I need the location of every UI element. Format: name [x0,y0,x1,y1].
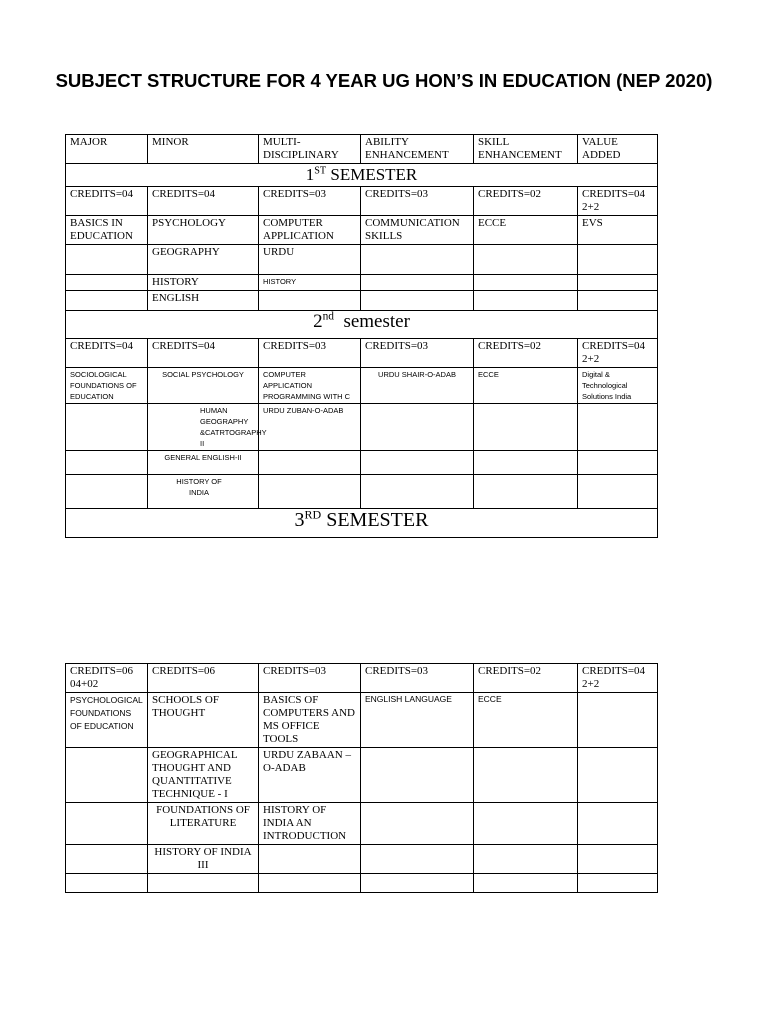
table-row [66,275,658,291]
subject-cell: BASICS OF COMPUTERS AND MS OFFICE TOOLS [259,693,361,748]
header-value-added: VALUE ADDED [578,135,658,164]
credits-cell: CREDITS=04 [148,339,259,368]
subject-cell: GEOGRAPHICAL THOUGHT AND QUANTITATIVE TECHNIQUE - I [148,748,259,803]
credits-cell: CREDITS=06 04+02 [66,664,148,693]
credits-cell: CREDITS=04 2+2 [578,664,658,693]
semester-3-credits-row [66,664,658,693]
subject-cell: ECCE [474,216,578,245]
page-title: SUBJECT STRUCTURE FOR 4 YEAR UG HON’S IN EDUCATION (NEP 2020) [55,70,713,91]
subject-cell: URDU SHAIR-O-ADAB [361,368,474,404]
subject-cell: ENGLISH [148,291,259,311]
credits-cell: CREDITS=02 [474,187,578,216]
subject-cell: SOCIOLOGICAL FOUNDATIONS OF EDUCATION [66,368,148,404]
header-skill-enhancement: SKILL ENHANCEMENT [474,135,578,164]
subject-cell: SCHOOLS OF THOUGHT [148,693,259,748]
subject-cell: ENGLISH LANGUAGE [361,693,474,748]
table-row [66,845,658,874]
subject-cell: PSYCHOLOGICAL FOUNDATIONS OF EDUCATION [66,693,148,748]
subject-cell: SOCIAL PSYCHOLOGY [148,368,259,404]
subject-cell: HISTORY OF INDIA III [148,845,259,874]
subject-cell: EVS [578,216,658,245]
semester-2-title: 2nd semester [66,311,658,339]
table-row [66,368,658,404]
table-row [66,874,658,893]
credits-cell: CREDITS=04 [148,187,259,216]
semester-2-title-row [66,311,658,339]
semester-1-title-row [66,164,658,187]
subject-cell: HISTORY OF INDIA [148,475,259,509]
table-row [66,216,658,245]
subject-cell: HISTORY OF INDIA AN INTRODUCTION [259,803,361,845]
subject-cell: ECCE [474,368,578,404]
semester-2-credits-row [66,339,658,368]
subject-cell: URDU [259,245,361,275]
credits-cell: CREDITS=04 2+2 [578,339,658,368]
subject-cell: BASICS IN EDUCATION [66,216,148,245]
table-row [66,748,658,803]
credits-cell: CREDITS=03 [259,339,361,368]
table-row [66,451,658,475]
subject-cell: Digital & Technological Solutions India [578,368,658,404]
subject-cell: ECCE [474,693,578,748]
credits-cell: CREDITS=03 [259,187,361,216]
table-row [66,803,658,845]
semester-3-title: 3RD SEMESTER [66,509,658,538]
subject-cell: HISTORY [148,275,259,291]
subject-cell: FOUNDATIONS OF LITERATURE [148,803,259,845]
subject-cell: HUMAN GEOGRAPHY &CATRTOGRAPHY II [148,404,259,451]
table-row [66,291,658,311]
table-row [66,475,658,509]
subject-cell: PSYCHOLOGY [148,216,259,245]
semester-3-title-row [66,509,658,538]
header-major: MAJOR [66,135,148,164]
subject-cell: COMMUNICATION SKILLS [361,216,474,245]
subject-cell: COMPUTER APPLICATION [259,216,361,245]
subject-cell: HISTORY [259,275,361,291]
credits-cell: CREDITS=04 [66,187,148,216]
subject-cell: URDU ZABAAN –O-ADAB [259,748,361,803]
semester-1-title: 1ST SEMESTER [66,164,658,187]
credits-cell: CREDITS=04 [66,339,148,368]
credits-cell: CREDITS=03 [361,664,474,693]
header-multidisciplinary: MULTI- DISCIPLINARY [259,135,361,164]
semester-3-table [65,663,658,893]
credits-cell: CREDITS=02 [474,339,578,368]
header-row [66,135,658,164]
subject-cell: GENERAL ENGLISH-II [148,451,259,475]
table-row [66,404,658,451]
table-row [66,245,658,275]
credits-cell: CREDITS=02 [474,664,578,693]
credits-cell: CREDITS=03 [361,187,474,216]
credits-cell: CREDITS=03 [259,664,361,693]
subject-cell: COMPUTER APPLICATION PROGRAMMING WITH C [259,368,361,404]
credits-cell: CREDITS=06 [148,664,259,693]
header-minor: MINOR [148,135,259,164]
header-ability-enhancement: ABILITY ENHANCEMENT [361,135,474,164]
subject-cell: URDU ZUBAN-O-ADAB [259,404,361,451]
table-row [66,693,658,748]
semester-1-2-table [65,134,658,538]
credits-cell: CREDITS=04 2+2 [578,187,658,216]
credits-cell: CREDITS=03 [361,339,474,368]
semester-1-credits-row [66,187,658,216]
subject-cell: GEOGRAPHY [148,245,259,275]
